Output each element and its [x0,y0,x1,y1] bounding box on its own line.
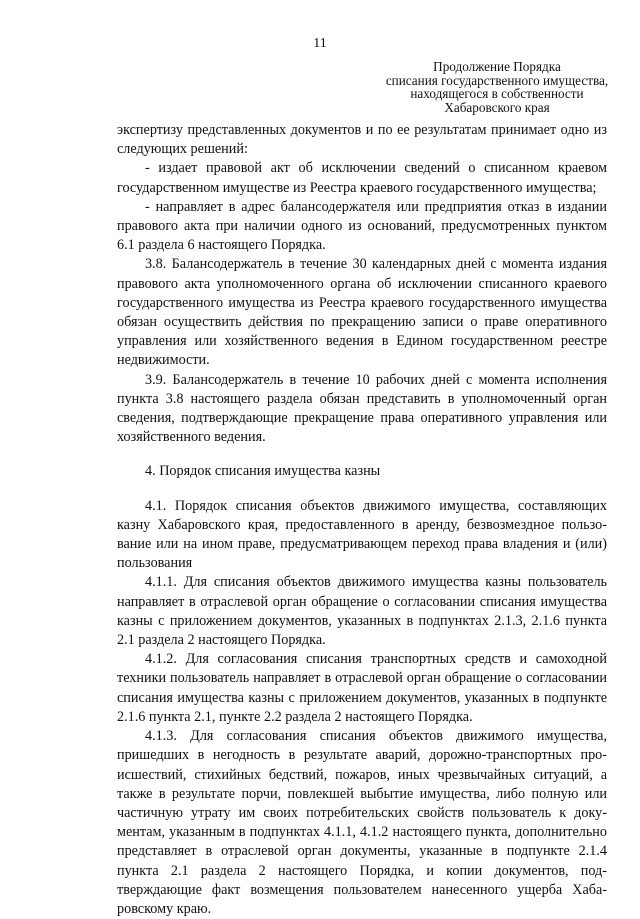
section-gap [117,482,607,497]
document-header [372,60,622,114]
paragraph-3-8: 3.8. Балансодержатель в течение 30 календарных дней с момента издания правового акта уполномоченного органа об исключении списанного краевого государственного имущества из Реестра краевого государственного имущества обязан осуществить действия по прекращению записи о праве оперативного управления или хозяйственного ведения в Едином государственном реестре недвижимости. [117,256,607,369]
paragraph-4-1: 4.1. Порядок списания объектов движимого имущества, составляющих казну Хабаровского края, предоставленного в аренду, безвозмездное пользование или на ином праве, предусматривающем переход права владения и (или) пользования [117,497,607,572]
document-body [117,121,607,919]
section-gap [117,447,607,462]
page-number: 11 [313,36,327,51]
header-line: Хабаровского края [444,99,550,115]
paragraph-decision-1: - издает правовой акт об исключении сведений о списанном краевом государственном имуществе из Реестра краевого государственного имущества; [117,160,607,196]
paragraph-3-9: 3.9. Балансодержатель в течение 10 рабочих дней с момента исполнения пункта 3.8 настоящего раздела обязан представить в уполномоченный орган сведения, подтверждающие прекращение права оперативного управления или хозяйственного ведения. [117,371,607,446]
header-line: списания государственного имущества, [385,72,609,88]
paragraph-4-1-3: 4.1.3. Для согласования списания объектов движимого имущества, пришедших в негодность в результате аварий, дорожно-транспортных происшествий, стихийных бедствий, пожаров, иных чрезвычайных ситуаций, а также в результате порчи, повлекшей выбытие имущества, либо полную или частичную утрату им своих потребительских свойств пользователь к документам, указанным в подпунктах 4.1.1, 4.1.2 настоящего пункта, дополнительно представляет в отраслевой орган документы, указанные в подпункте 2.1.4 пункта 2.1 раздела 2 настоящего Порядка, и копии документов, подтверждающие факт возмещения пользователем нанесенного ущерба Хабаровскому краю. [117,728,607,917]
paragraph-4-1-2: 4.1.2. Для согласования списания транспортных средств и самоходной техники пользователь направляет в отраслевой орган обращение о согласовании списания имущества казны с приложением документов, указанных в подпункте 2.1.6 пункта 2.1, пункте 2.2 раздела 2 настоящего Порядка. [117,651,607,725]
section-title: 4. Порядок списания имущества казны [145,463,381,480]
header-line: Продолжение Порядка [433,59,561,74]
paragraph-decision-2: - направляет в адрес балансодержателя или предприятия отказ в издании правового акта при наличии одного из оснований, предусмотренных пунктом 6.1 раздела 6 настоящего Порядка. [117,198,607,254]
paragraph-continuation: экспертизу представленных документов и по ее результатам принимает одно из следующих решений: [117,122,607,158]
header-line: находящегося в собственности [410,86,584,101]
paragraph-4-1-1: 4.1.1. Для списания объектов движимого имущества казны пользователь направляет в отраслевой орган обращение о согласовании списания имущества казны с приложением документов, указанных в подпунктах 2.1.3, 2.1.6 пункта 2.1 раздела 2 настоящего Порядка. [117,574,607,649]
